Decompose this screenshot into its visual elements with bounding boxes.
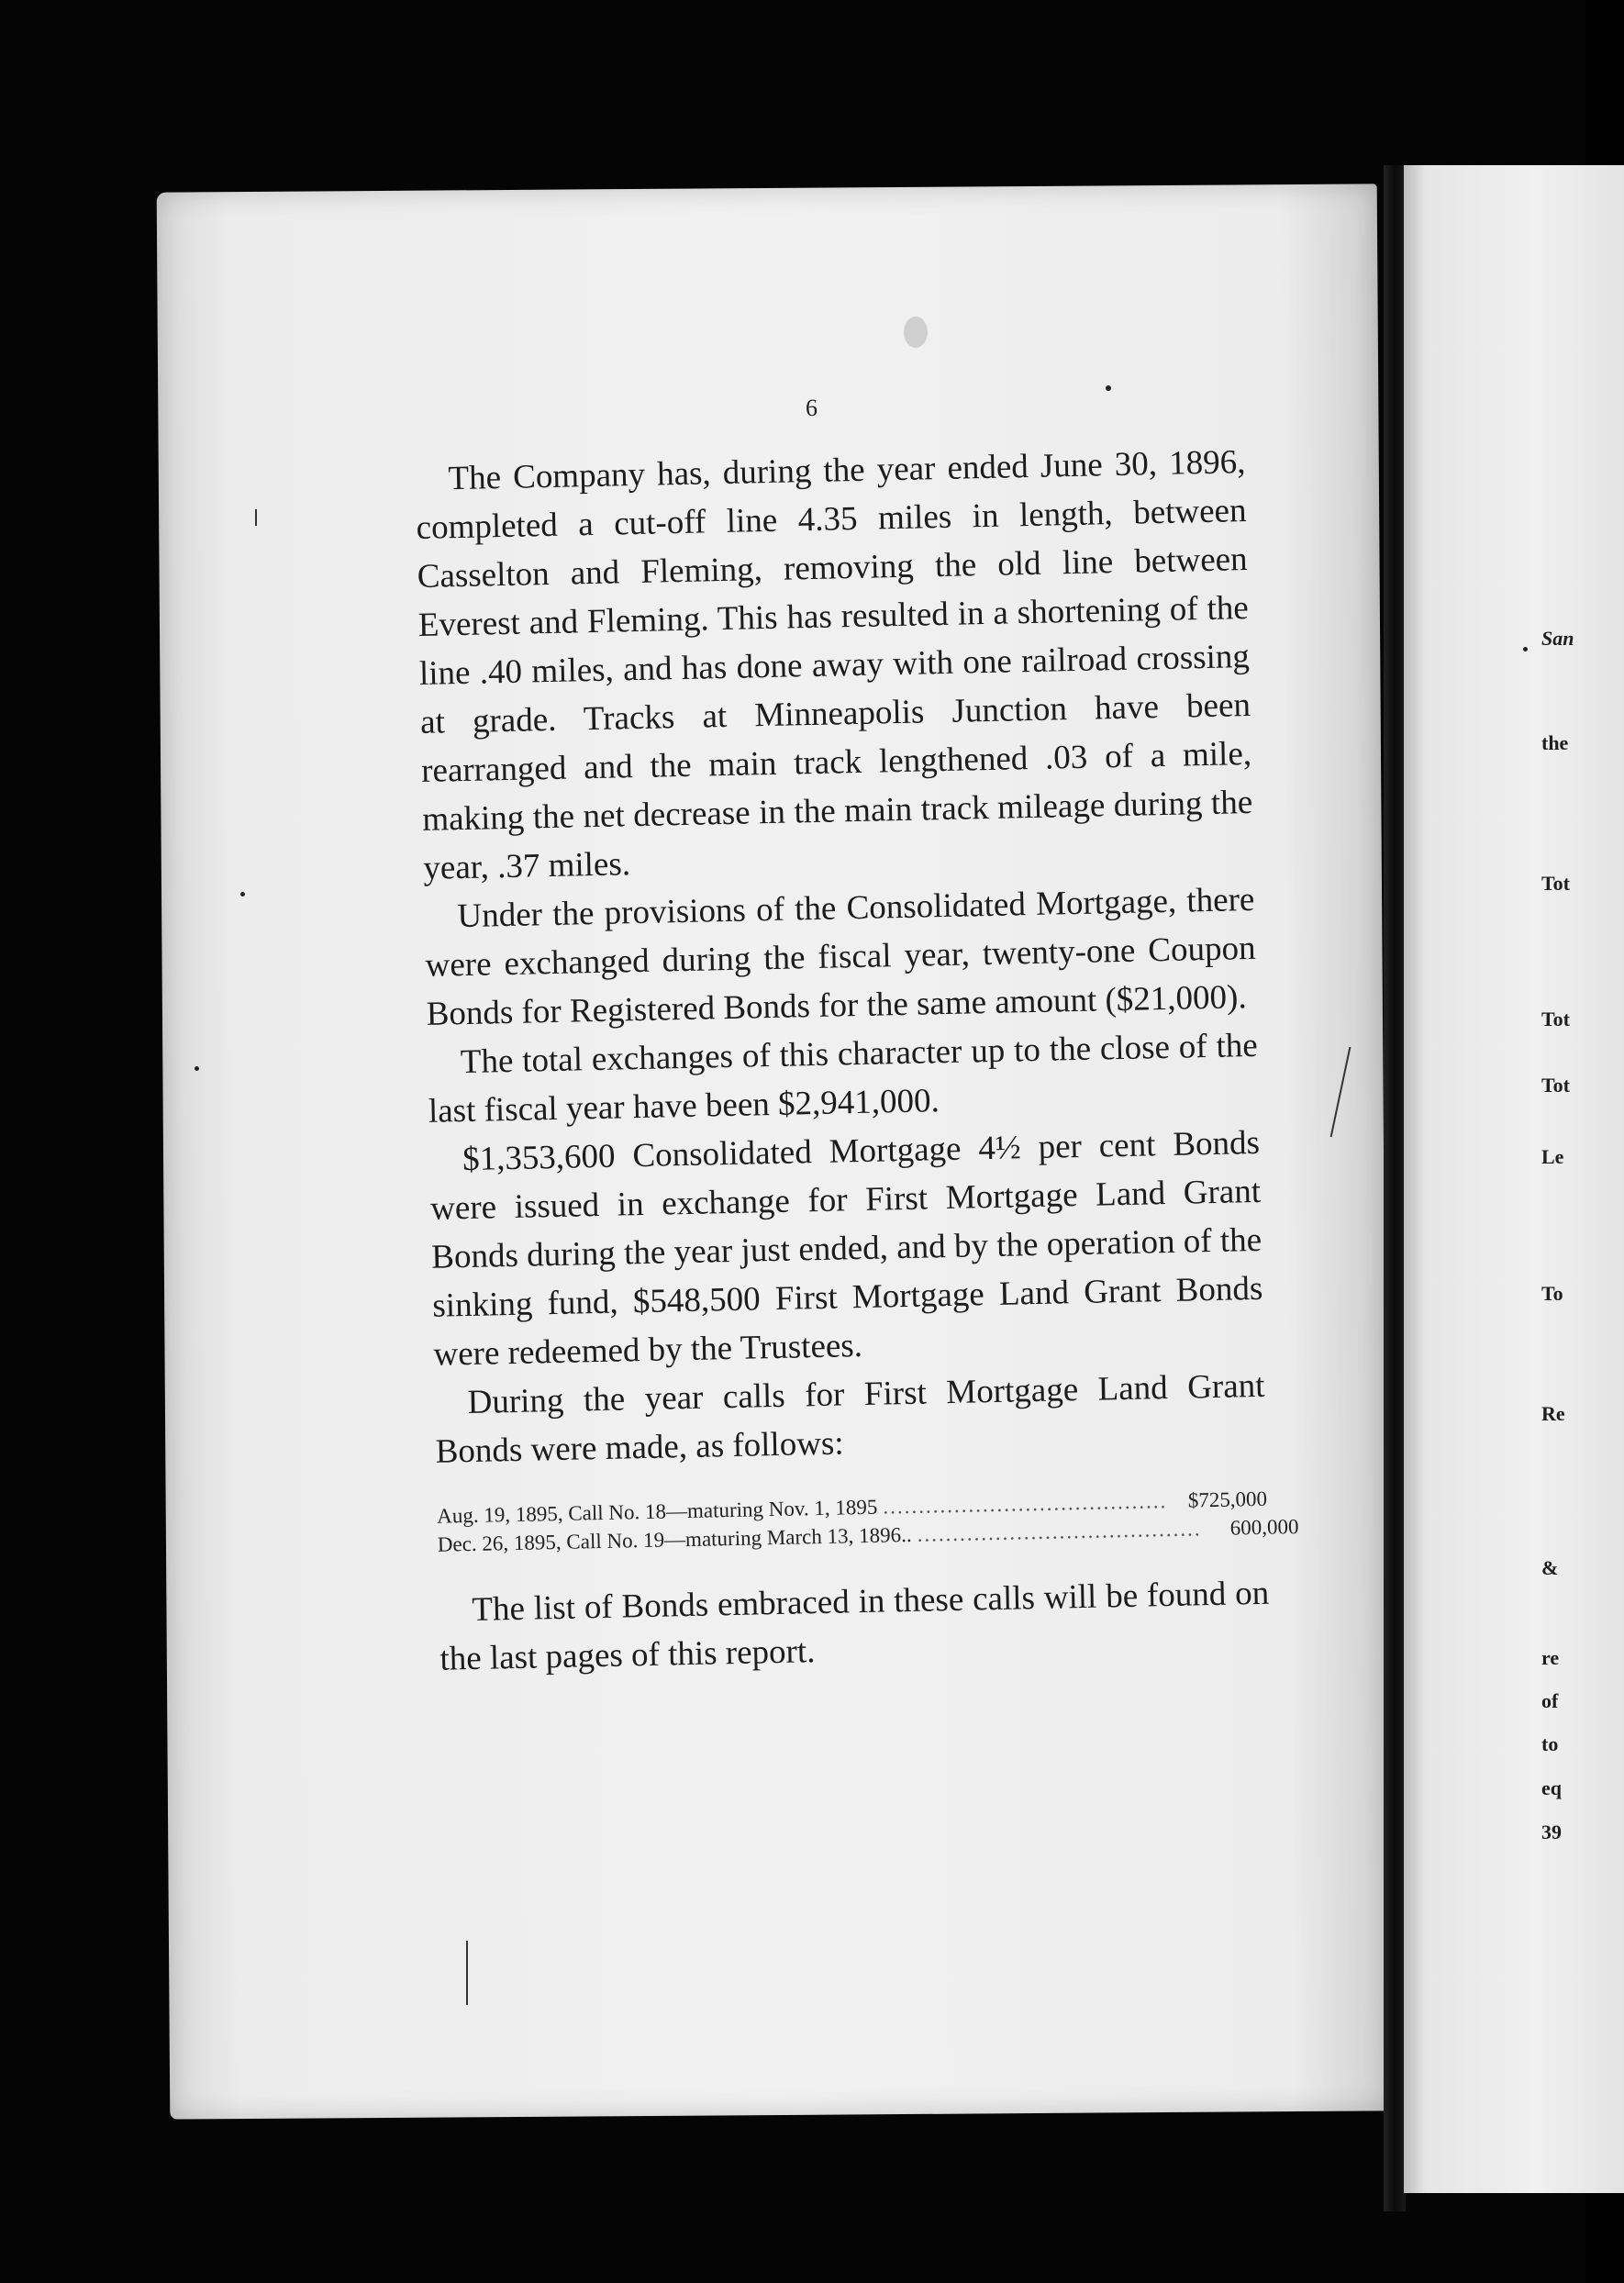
scan-blemish	[904, 317, 928, 348]
right-page-fragment: To	[1541, 1282, 1563, 1305]
right-page-fragment: of	[1541, 1689, 1559, 1712]
paragraph-closing: The list of Bonds embraced in these calls will be found on the last pages of this report.	[439, 1574, 1270, 1678]
right-page-fragment: the	[1541, 731, 1569, 754]
call-amount: $725,000	[1187, 1487, 1268, 1512]
right-page-fragment: San	[1541, 627, 1574, 650]
call-description: Dec. 26, 1895, Call No. 19—maturing March 13, 1896..	[437, 1522, 912, 1556]
scan-speck	[1523, 647, 1528, 651]
scan-speck	[240, 892, 245, 896]
right-page-fragment: to	[1541, 1732, 1559, 1755]
page-number: 6	[806, 395, 818, 421]
right-page-fragment: Re	[1541, 1402, 1565, 1425]
paragraph-total-exchanges: The total exchanges of this character up to the close of the last fiscal year have been $2,941,000.	[428, 1026, 1259, 1130]
paragraph-bonds-issued: $1,353,600 Consolidated Mortgage 4½ per cent Bonds were issued in exchange for First Mortgage Land Grant Bonds during the year just ended, and by the operation of the sinking fund, $548,500 First Mortgage Land Grant Bonds were redeemed by the Trustees.	[429, 1123, 1263, 1374]
scan-speck	[1106, 385, 1111, 391]
right-page	[1404, 165, 1624, 2193]
right-page-fragment: Le	[1541, 1145, 1564, 1168]
paragraph-consolidated-mortgage: Under the provisions of the Consolidated Mortgage, there were exchanged during the fiscal year, twenty-one Coupon Bonds for Registered Bonds for the same amount ($21,000).	[425, 880, 1256, 1033]
right-page-fragment: &	[1541, 1556, 1559, 1579]
pen-mark	[255, 509, 257, 526]
page-body	[415, 438, 1299, 1684]
paragraph-cutoff-line: The Company has, during the year ended June 30, 1896, completed a cut-off line 4.35 miles in length, between Casselton and Fleming, removing the old line between Everest and Fleming. This has resulted in a shortening of the line .40 miles, and has done away with one railroad crossing at grade. Tracks at Minneapolis Junction have been rearranged and the main track lengthened .03 of a mile, making the net decrease in the main track mileage during the year, .37 miles.	[416, 443, 1253, 887]
right-page-fragment: Tot	[1541, 872, 1570, 895]
call-amount: 600,000	[1229, 1515, 1299, 1540]
right-page-fragment: Tot	[1541, 1074, 1570, 1097]
call-description: Aug. 19, 1895, Call No. 18—maturing Nov. 1, 1895	[436, 1495, 878, 1528]
right-page-fragment: re	[1541, 1646, 1560, 1669]
leader-dots: ........................................	[883, 1489, 1168, 1519]
scan-speck	[195, 1066, 199, 1071]
calls-list	[436, 1485, 1299, 1559]
paragraph-calls-intro: During the year calls for First Mortgage Land Grant Bonds were made, as follows:	[435, 1366, 1265, 1471]
right-page-fragment: eq	[1541, 1776, 1562, 1799]
right-page-fragment: Tot	[1541, 1008, 1570, 1030]
pen-mark	[466, 1941, 468, 2005]
right-page-fragment: 39	[1541, 1821, 1562, 1843]
book-gutter	[1384, 165, 1406, 2211]
leader-dots: ........................................	[917, 1517, 1202, 1546]
